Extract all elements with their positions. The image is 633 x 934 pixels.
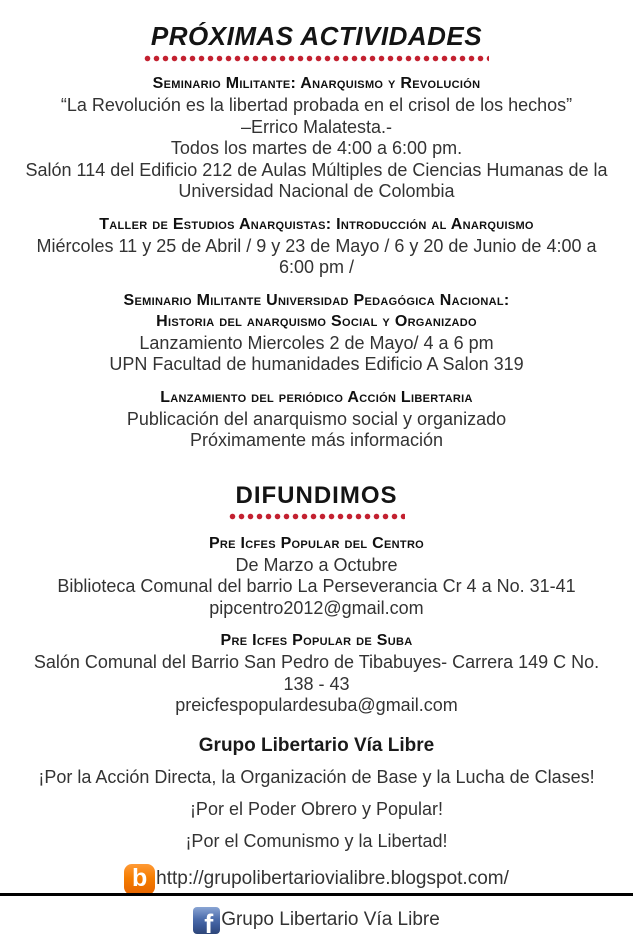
title-wrap — [233, 474, 401, 520]
facebook-icon[interactable]: f — [193, 907, 220, 934]
author-line: –Errico Malatesta.- — [240, 116, 393, 137]
blogger-icon[interactable]: b — [124, 864, 155, 895]
location-line: Biblioteca Comunal del barrio La Perseverancia Cr 4 a No. 31-41 — [57, 576, 576, 596]
slogan-line: ¡Por la Acción Directa, la Organización de Base y la Lucha de Clases! — [38, 766, 595, 787]
section-title: DIFUNDIMOS — [235, 481, 398, 509]
location-line: Salón Comunal del Barrio San Pedro de Tibabuyes- Carrera 149 C No. 138 - 43 — [33, 652, 600, 694]
section-heading: Taller de Estudios Anarquistas: Introducción al Anarquismo — [99, 215, 534, 233]
bottom-divider — [0, 893, 633, 896]
footer — [18, 735, 615, 934]
slogan-line: ¡Por el Comunismo y la Libertad! — [185, 830, 448, 851]
red-dotted-underline — [144, 55, 489, 62]
blog-link-row — [18, 864, 615, 895]
location-line: UPN Facultad de humanidades Edificio A Salon 319 — [109, 354, 524, 374]
facebook-page-link[interactable]: Grupo Libertario Vía Libre — [221, 909, 440, 930]
page-title: PRÓXIMAS ACTIVIDADES — [150, 21, 483, 51]
email-text: pipcentro2012@gmail.com — [209, 597, 424, 618]
section-taller-estudios-anarquistas — [18, 215, 615, 279]
quote-line: “La Revolución es la libertad probada en el crisol de los hechos” — [60, 95, 573, 115]
red-dotted-underline — [229, 513, 405, 520]
section-heading: Seminario Militante Universidad Pedagógica Nacional: — [123, 291, 510, 309]
schedule-line: De Marzo a Octubre — [235, 554, 398, 575]
schedule-line: Miércoles 11 y 25 de Abril / 9 y 23 de Mayo / 6 y 20 de Junio de 4:00 a 6:00 pm / — [36, 235, 597, 277]
location-line: Salón 114 del Edificio 212 de Aulas Múltiples de Ciencias Humanas de la Universidad Nacional de Colombia — [25, 159, 608, 201]
facebook-link-row — [18, 907, 615, 934]
schedule-line: Todos los martes de 4:00 a 6:00 pm. — [170, 138, 463, 158]
section-heading: Pre Icfes Popular del Centro — [208, 534, 425, 552]
description-line: Publicación del anarquismo social y organizado — [126, 408, 507, 429]
section-pre-icfes-centro — [18, 534, 615, 620]
title-wrap — [148, 16, 485, 62]
section-seminario-anarquismo-revolucion — [18, 74, 615, 203]
email-text: preicfespopulardesuba@gmail.com — [175, 695, 458, 715]
section-heading: Seminario Militante: Anarquismo y Revolución — [152, 75, 481, 92]
proximas-actividades-title — [18, 16, 615, 62]
section-lanzamiento-periodico — [18, 388, 615, 452]
schedule-line: Lanzamiento Miercoles 2 de Mayo/ 4 a 6 pm — [139, 332, 494, 353]
group-name: Grupo Libertario Vía Libre — [198, 734, 435, 756]
info-line: Próximamente más información — [189, 430, 444, 450]
section-pre-icfes-suba — [18, 631, 615, 717]
section-heading: Lanzamiento del periódico Acción Libertaria — [160, 388, 473, 406]
slogan-line: ¡Por el Poder Obrero y Popular! — [189, 798, 444, 819]
section-seminario-upn — [18, 291, 615, 376]
difundimos-title — [18, 474, 615, 520]
section-heading: Pre Icfes Popular de Suba — [220, 632, 413, 649]
blog-url-link[interactable]: http://grupolibertariovialibre.blogspot.com/ — [156, 868, 509, 889]
section-subheading: Historia del anarquismo Social y Organizado — [156, 312, 477, 330]
